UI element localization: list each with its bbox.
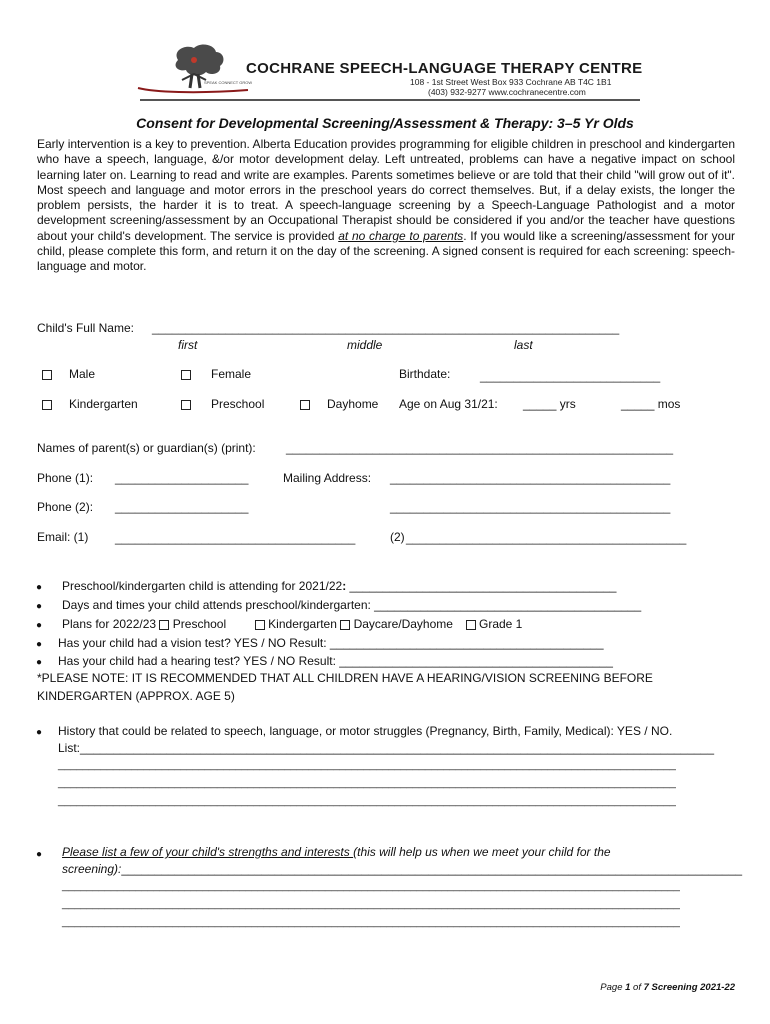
plans-kindergarten-label: Kindergarten [268,617,337,631]
child-name-field[interactable]: ______________________________________________________________________ [152,321,620,335]
email1-field[interactable]: ____________________________________ [115,531,356,545]
vision-test-item[interactable]: Has your child had a vision test? YES / NO Result: _________________________________________ [58,636,604,650]
birthdate-label: Birthdate: [399,367,451,381]
hearing-test-item[interactable]: Has your child had a hearing test? YES / NO Result: _________________________________________ [58,654,613,668]
male-checkbox[interactable] [42,370,52,380]
dayhome-checkbox[interactable] [300,400,310,410]
bullet-icon: ● [36,601,43,612]
history-line-4[interactable]: _____________________________________________________________________________________________________ [58,795,676,807]
school-attending-colon: : [342,579,347,593]
days-times-item[interactable]: Days and times your child attends preschool/kindergarten: ________________________________________ [62,598,642,612]
note-line-2: KINDERGARTEN (APPROX. AGE 5) [37,689,235,703]
kindergarten-checkbox[interactable] [42,400,52,410]
header-rule [140,99,640,101]
plans-daycare-label: Daycare/Dayhome [353,617,453,631]
form-title: Consent for Developmental Screening/Assessment & Therapy: 3–5 Yr Olds [136,115,634,131]
plans-grade1-label: Grade 1 [478,617,523,631]
strengths-line-2[interactable]: _____________________________________________________________________________________________________ [62,880,680,892]
age-label: Age on Aug 31/21: [399,397,498,411]
female-label: Female [211,367,252,381]
male-label: Male [69,367,96,381]
phone1-field[interactable]: ____________________ [115,471,249,485]
plans-grade1-checkbox[interactable] [466,620,476,630]
phone2-field[interactable]: ____________________ [115,500,249,514]
bullet-icon: ● [36,849,43,860]
strengths-screening-label: screening): [62,862,122,876]
plans-label: Plans for 2022/23 [62,617,157,631]
mailing-address-field-2[interactable]: __________________________________________ [390,500,671,514]
school-attending-item[interactable] [62,579,616,593]
footer-of-word: of [630,982,644,993]
plans-preschool-checkbox[interactable] [159,620,169,630]
page-footer [600,982,735,993]
strengths-row[interactable] [62,862,742,876]
parents-label: Names of parent(s) or guardian(s) (print): [37,441,256,455]
preschool-label: Preschool [211,397,265,411]
mailing-address-field-1[interactable]: __________________________________________ [390,471,671,485]
phone2-label: Phone (2): [37,500,94,514]
footer-page-total: 7 [643,982,649,993]
bullet-icon: ● [36,620,43,631]
child-name-label: Child's Full Name: [37,321,134,335]
note-line-1: *PLEASE NOTE: IT IS RECOMMENDED THAT ALL CHILDREN HAVE A HEARING/VISION SCREENING BEFORE [37,671,653,685]
history-line-2[interactable]: _____________________________________________________________________________________________________ [58,759,676,771]
email2-label: (2) [390,530,405,544]
no-charge-emphasis: at no charge to parents [338,228,464,243]
bullet-icon: ● [36,657,43,668]
logo-caption: SPEAK CONNECT GROW [204,80,252,85]
age-years-field[interactable]: _____ yrs [523,397,576,411]
bullet-icon: ● [36,639,43,650]
intro-text-1: Early intervention is a key to prevention. Alberta Education provides programming for eligible children in preschool and kindergarten who have a speech, language, &/or motor development delay. Left untreated, problems can have a negative impact on school learning later on. Learning to read and write are examples. Parents sometimes believe or are told that their child "will grow out of it". Most speech and language and motor errors in the preschool years do correct themselves. But, if a delay exists, the longer the problem persists, the harder it is to treat. A speech-language screening by a Speech-Language Pathologist and a motor development screening/assessment by an Occupational Therapist should be considered if you and/or the teacher have questions about your child's development. The service is provided [37,137,735,243]
strengths-rest: (this will help us when we meet your child for the [353,845,611,859]
intro-text-2: . If you would like a screening/assessment for your child, please complete this form, and return it on the day of the screening. A signed consent is required for each screening: speech-language and motor. [37,228,735,274]
parents-field[interactable]: __________________________________________________________ [286,441,674,455]
school-attending-line: ________________________________________ [346,579,617,593]
plans-item [62,617,522,631]
org-contact: (403) 932-9277 www.cochranecentre.com [428,87,586,97]
strengths-question [62,845,611,859]
phone1-label: Phone (1): [37,471,94,485]
org-address: 108 - 1st Street West Box 933 Cochrane AB T4C 1B1 [410,77,612,87]
centre-logo [134,40,252,100]
preschool-checkbox[interactable] [181,400,191,410]
last-name-caption: last [514,338,533,352]
email-label: Email: (1) [37,530,89,544]
strengths-underlined: Please list a few of your child's strengths and interests [62,845,354,859]
email2-field[interactable]: __________________________________________ [406,531,687,545]
plans-kindergarten-checkbox[interactable] [255,620,265,630]
kindergarten-label: Kindergarten [69,397,138,411]
history-list-label: List: [58,741,81,755]
bullet-icon: ● [36,727,43,738]
birthdate-field[interactable]: ___________________________ [480,369,661,383]
history-list-row[interactable] [58,741,714,755]
footer-page-number: 1 [625,982,631,993]
strengths-line-3[interactable]: _____________________________________________________________________________________________________ [62,898,680,910]
history-line-3[interactable]: _____________________________________________________________________________________________________ [58,777,676,789]
school-attending-text: Preschool/kindergarten child is attending for 2021/22 [62,579,343,593]
middle-name-caption: middle [347,338,383,352]
strengths-line: _____________________________________________________________________________________________ [121,862,743,876]
footer-page-word: Page [600,982,626,993]
female-checkbox[interactable] [181,370,191,380]
plans-preschool-label: Preschool [172,617,227,631]
history-question: History that could be related to speech, language, or motor struggles (Pregnancy, Birth, Family, Medical): YES / NO. [58,724,673,738]
plans-daycare-checkbox[interactable] [340,620,350,630]
mailing-address-label: Mailing Address: [283,471,372,485]
dayhome-label: Dayhome [327,397,379,411]
age-months-field[interactable]: _____ mos [621,397,681,411]
intro-paragraph [37,137,735,275]
bullet-icon: ● [36,582,43,593]
footer-label: Screening 2021-22 [648,982,735,993]
history-list-line: _______________________________________________________________________________________________ [80,741,715,755]
org-name: COCHRANE SPEECH-LANGUAGE THERAPY CENTRE [246,60,643,77]
first-name-caption: first [178,338,198,352]
strengths-line-4[interactable]: _____________________________________________________________________________________________________ [62,916,680,928]
